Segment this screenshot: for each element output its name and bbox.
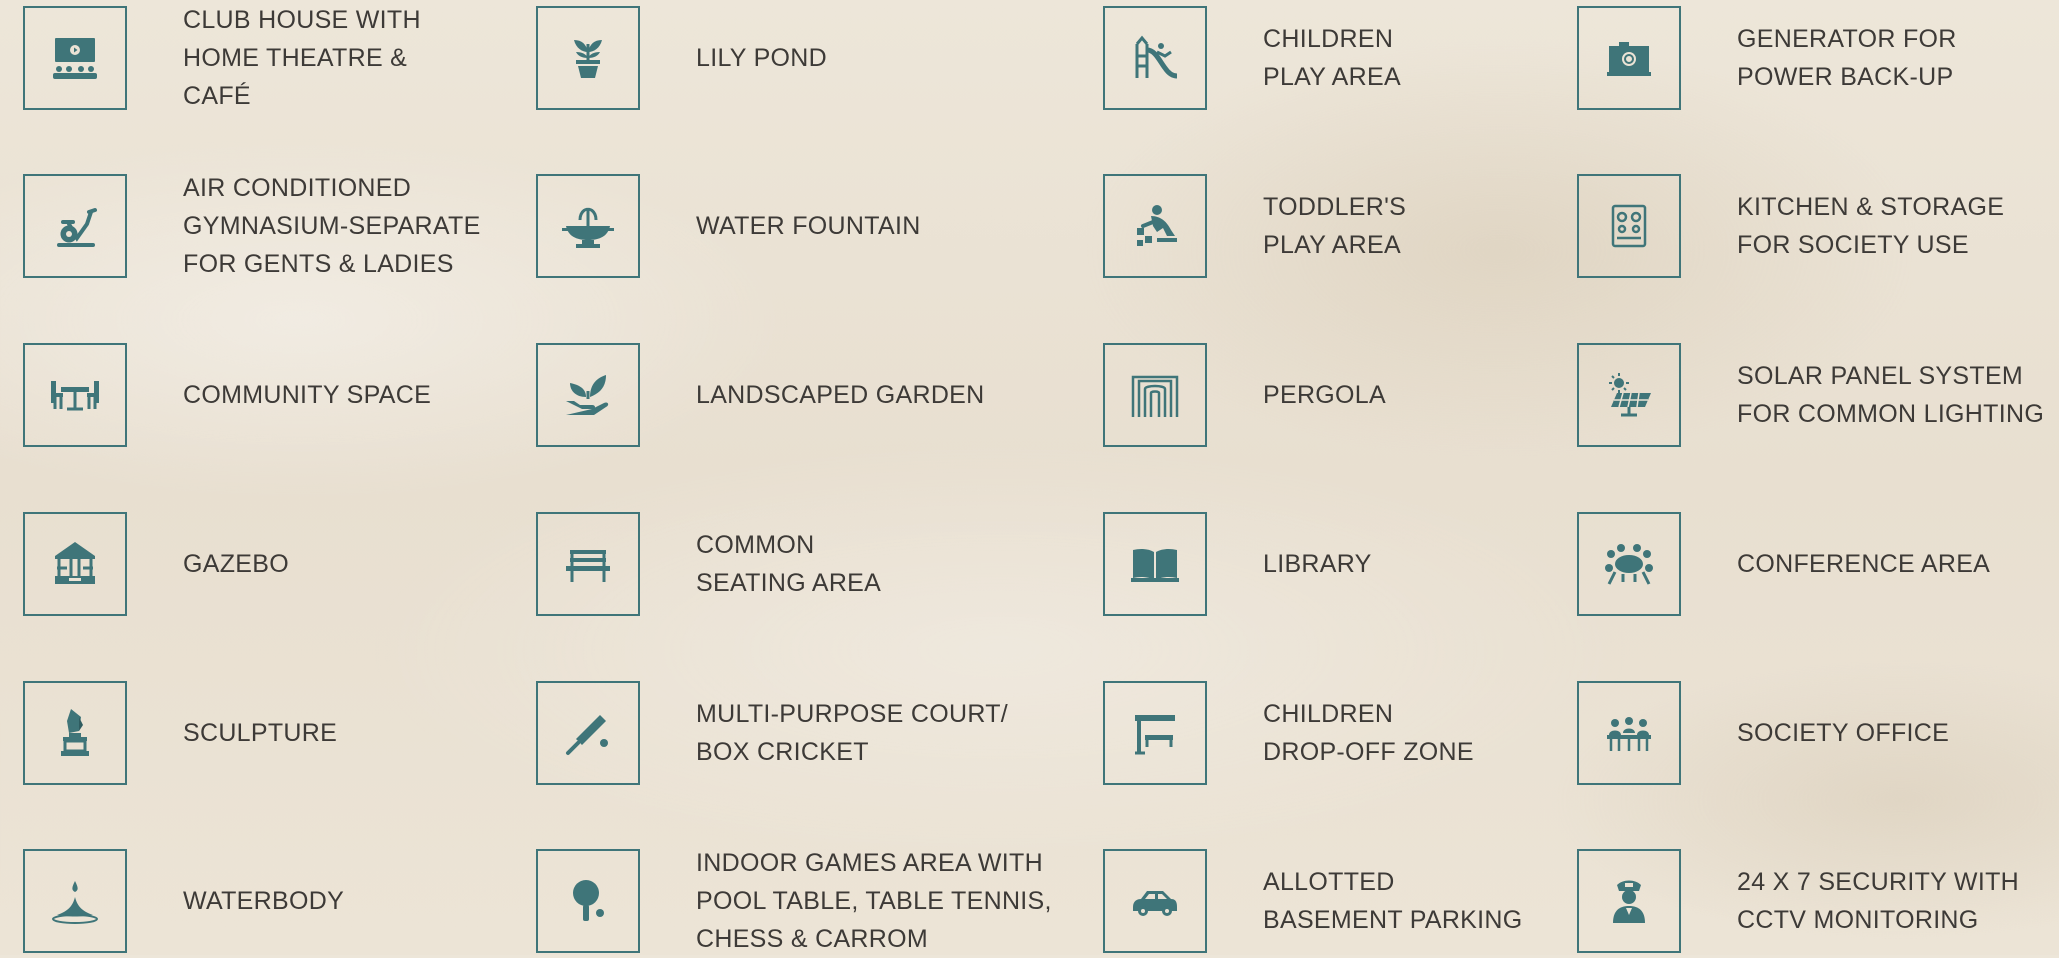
amenity-label: KITCHEN & STORAGE FOR SOCIETY USE xyxy=(1737,193,2005,259)
car-icon xyxy=(1103,849,1207,953)
pergola-icon xyxy=(1103,343,1207,447)
amenity-item-community-space xyxy=(23,341,431,449)
solar-panel-icon xyxy=(1577,343,1681,447)
amenity-label: GAZEBO xyxy=(183,550,289,578)
amenity-label: PERGOLA xyxy=(1263,381,1386,409)
amenity-label: INDOOR GAMES AREA WITH POOL TABLE, TABLE TENNIS, CHESS & CARROM xyxy=(696,849,1052,953)
amenity-label: 24 X 7 SECURITY WITH CCTV MONITORING xyxy=(1737,868,2019,934)
amenity-label: SOLAR PANEL SYSTEM FOR COMMON LIGHTING xyxy=(1737,362,2045,428)
amenity-label: COMMON SEATING AREA xyxy=(696,531,882,597)
amenity-item-indoor-games xyxy=(536,847,1052,955)
home-theatre-icon xyxy=(23,6,127,110)
amenity-item-gazebo xyxy=(23,510,289,618)
amenity-item-solar xyxy=(1577,341,2044,449)
generator-icon xyxy=(1577,6,1681,110)
amenity-label: SCULPTURE xyxy=(183,719,338,747)
amenity-label: GENERATOR FOR POWER BACK-UP xyxy=(1737,25,1957,91)
amenity-label: WATER FOUNTAIN xyxy=(696,212,921,240)
amenity-item-water-fountain xyxy=(536,172,921,280)
amenity-item-parking xyxy=(1103,847,1523,955)
office-meeting-icon xyxy=(1577,681,1681,785)
amenity-item-common-seating xyxy=(536,510,881,618)
amenity-item-waterbody xyxy=(23,847,344,955)
slide-icon xyxy=(1103,6,1207,110)
security-guard-icon xyxy=(1577,849,1681,953)
amenity-label: LIBRARY xyxy=(1263,550,1372,578)
amenity-item-security xyxy=(1577,847,2019,955)
amenity-label: LILY POND xyxy=(696,44,827,72)
bus-stop-icon xyxy=(1103,681,1207,785)
amenity-item-kitchen xyxy=(1577,172,2004,280)
amenity-label: TODDLER'S PLAY AREA xyxy=(1263,193,1407,259)
stove-icon xyxy=(1577,174,1681,278)
gazebo-icon xyxy=(23,512,127,616)
exercise-bike-icon xyxy=(23,174,127,278)
amenity-label: CHILDREN DROP-OFF ZONE xyxy=(1263,700,1474,766)
amenity-item-gymnasium xyxy=(23,172,481,280)
hand-plant-icon xyxy=(536,343,640,447)
amenity-label: CLUB HOUSE WITH HOME THEATRE & CAFÉ xyxy=(183,6,421,110)
community-table-icon xyxy=(23,343,127,447)
bench-icon xyxy=(536,512,640,616)
amenity-label: LANDSCAPED GARDEN xyxy=(696,381,985,409)
book-icon xyxy=(1103,512,1207,616)
amenity-item-drop-off-zone xyxy=(1103,679,1474,787)
amenity-label: AIR CONDITIONED GYMNASIUM-SEPARATE FOR GENTS & LADIES xyxy=(183,174,481,278)
amenity-label: ALLOTTED BASEMENT PARKING xyxy=(1263,868,1523,934)
amenity-item-society-office xyxy=(1577,679,1949,787)
amenity-label: CHILDREN PLAY AREA xyxy=(1263,25,1401,91)
fountain-icon xyxy=(536,174,640,278)
water-drop-icon xyxy=(23,849,127,953)
sculpture-icon xyxy=(23,681,127,785)
amenity-item-generator xyxy=(1577,4,1957,112)
amenity-item-multipurpose-court xyxy=(536,679,1008,787)
amenity-item-children-play xyxy=(1103,4,1401,112)
amenity-item-landscaped-garden xyxy=(536,341,985,449)
cricket-bat-icon xyxy=(536,681,640,785)
amenity-item-conference xyxy=(1577,510,1990,618)
amenity-label: COMMUNITY SPACE xyxy=(183,381,432,409)
table-tennis-icon xyxy=(536,849,640,953)
amenity-label: MULTI-PURPOSE COURT/ BOX CRICKET xyxy=(696,700,1009,766)
conference-table-icon xyxy=(1577,512,1681,616)
potted-plant-icon xyxy=(536,6,640,110)
amenity-label: CONFERENCE AREA xyxy=(1737,550,1991,578)
amenity-item-lily-pond xyxy=(536,4,827,112)
amenity-item-club-house xyxy=(23,4,421,112)
amenity-label: SOCIETY OFFICE xyxy=(1737,719,1950,747)
amenity-label: WATERBODY xyxy=(183,887,345,915)
amenity-item-library xyxy=(1103,510,1372,618)
toddler-icon xyxy=(1103,174,1207,278)
amenity-item-pergola xyxy=(1103,341,1386,449)
amenity-item-toddler-play xyxy=(1103,172,1406,280)
amenity-item-sculpture xyxy=(23,679,337,787)
